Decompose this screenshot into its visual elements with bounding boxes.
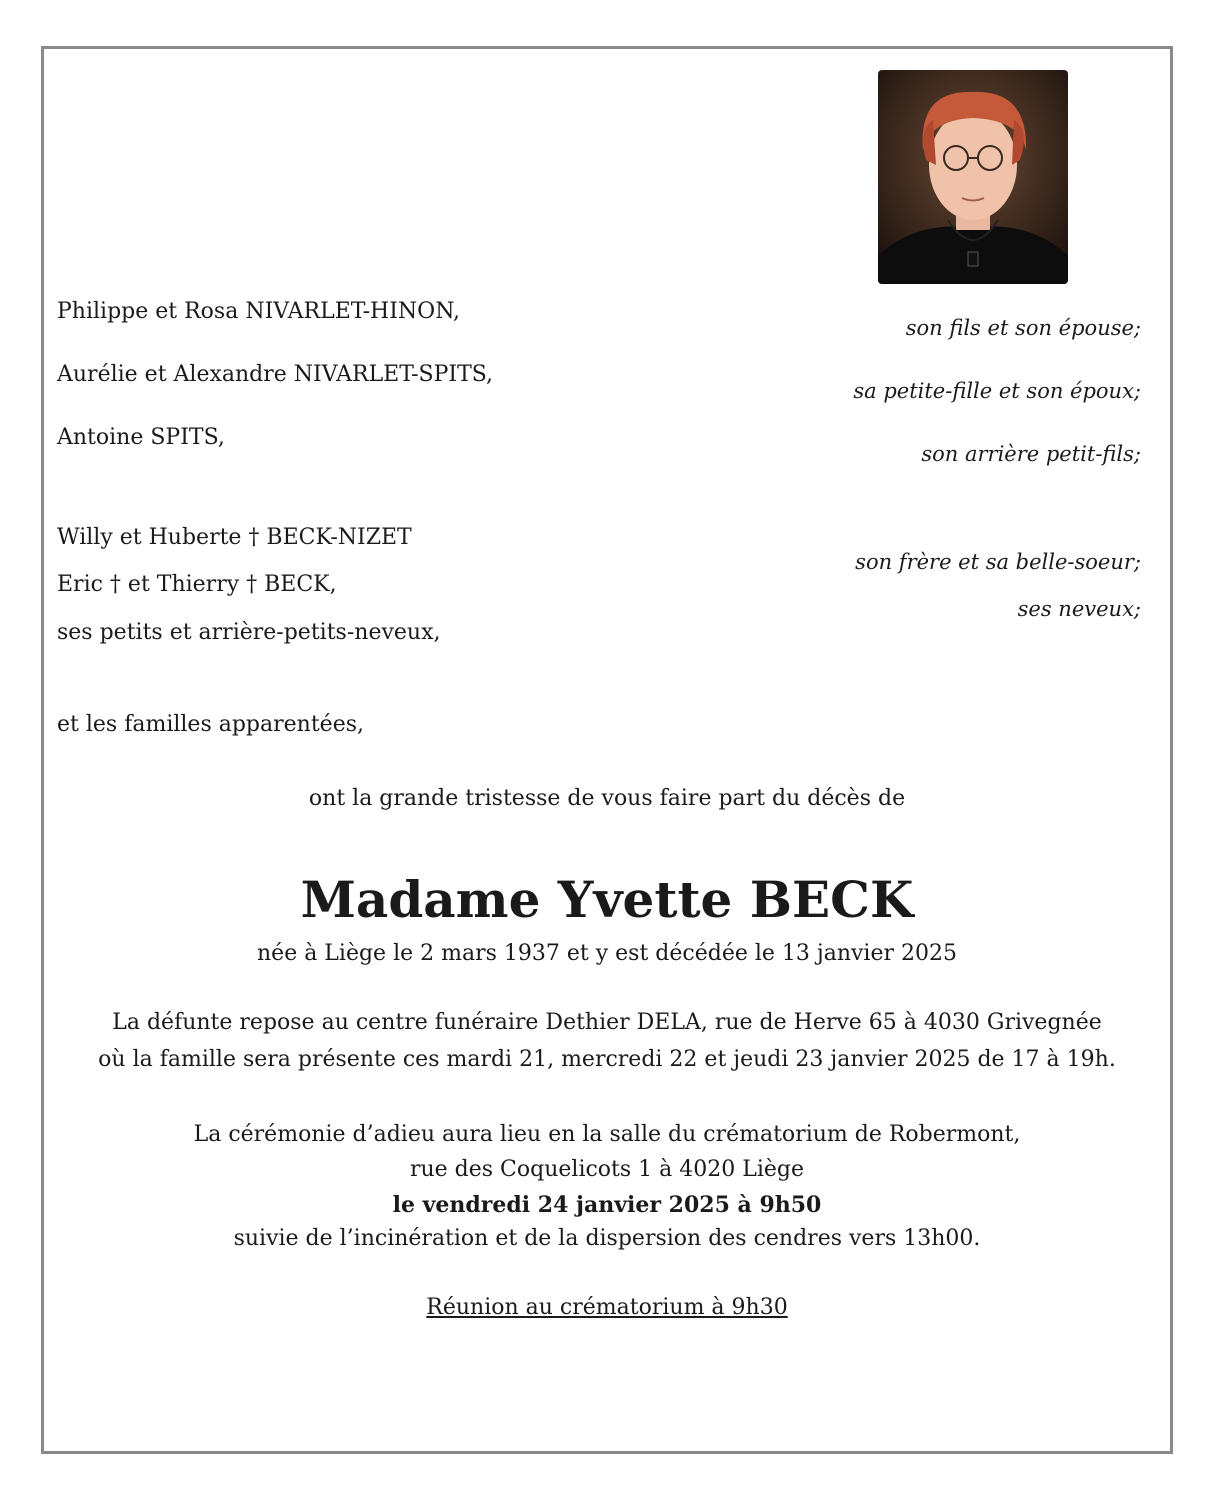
- family-name-6: ses petits et arrière-petits-neveux,: [57, 620, 441, 645]
- visitation-line-1: La défunte repose au centre funéraire Dethier DELA, rue de Herve 65 à 4030 Grivegnée: [112, 1010, 1102, 1035]
- family-name-4: Willy et Huberte † BECK-NIZET: [57, 525, 412, 550]
- deceased-dates: née à Liège le 2 mars 1937 et y est décédée le 13 janvier 2025: [257, 941, 957, 966]
- family-name-7: et les familles apparentées,: [57, 712, 364, 737]
- deceased-name: Madame Yvette BECK: [300, 870, 914, 929]
- ceremony-line-1: La cérémonie d’adieu aura lieu en la salle du crématorium de Robermont,: [193, 1122, 1021, 1147]
- ceremony-line-3: suivie de l’incinération et de la dispersion des cendres vers 13h00.: [233, 1226, 981, 1251]
- family-relation-5: ses neveux;: [1017, 597, 1141, 621]
- family-relation-1: son fils et son épouse;: [905, 316, 1141, 340]
- visitation-line-2: où la famille sera présente ces mardi 21, mercredi 22 et jeudi 23 janvier 2025 de 17 à 19h.: [98, 1047, 1116, 1072]
- intro-text: ont la grande tristesse de vous faire part du décès de: [308, 786, 906, 811]
- ceremony-line-2: rue des Coquelicots 1 à 4020 Liège: [409, 1157, 805, 1182]
- family-relation-3: son arrière petit-fils;: [921, 442, 1141, 466]
- meeting-wrapper: [0, 1295, 1214, 1320]
- family-name-3: Antoine SPITS,: [57, 425, 225, 450]
- family-name-5: Eric † et Thierry † BECK,: [57, 572, 337, 597]
- family-name-2: Aurélie et Alexandre NIVARLET-SPITS,: [57, 362, 494, 387]
- family-relation-2: sa petite-fille et son époux;: [853, 379, 1141, 403]
- ceremony-date: le vendredi 24 janvier 2025 à 9h50: [392, 1192, 822, 1218]
- family-name-1: Philippe et Rosa NIVARLET-HINON,: [57, 299, 461, 324]
- family-relation-4: son frère et sa belle-soeur;: [855, 550, 1141, 574]
- meeting-note: Réunion au crématorium à 9h30: [426, 1295, 788, 1320]
- portrait-photo: [878, 70, 1068, 284]
